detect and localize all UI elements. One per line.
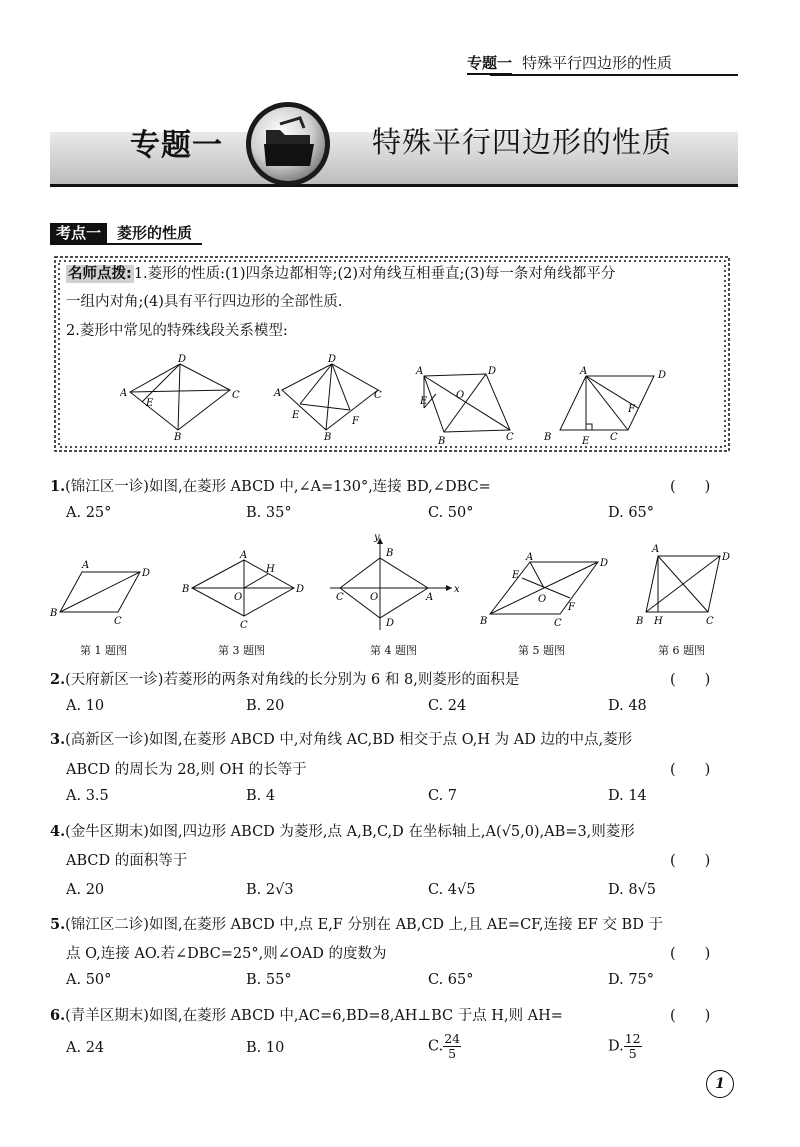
q4-option-b: B. 2√3 bbox=[246, 882, 294, 898]
svg-text:C: C bbox=[336, 592, 344, 603]
svg-text:B: B bbox=[324, 432, 332, 443]
question-4-line-2: ABCD 的面积等于 bbox=[66, 853, 188, 869]
svg-text:O: O bbox=[234, 592, 243, 603]
svg-text:O: O bbox=[456, 390, 465, 401]
question-3: 3.(高新区一诊)如图,在菱形 ABCD 中,对角线 AC,BD 相交于点 O,H 为 AD 边的中点,菱形 bbox=[50, 731, 633, 748]
page-number: 1 bbox=[706, 1070, 734, 1098]
tip-line-3: 2.菱形中常见的特殊线段关系模型: bbox=[66, 323, 288, 339]
svg-text:E: E bbox=[582, 436, 590, 447]
answer-blank-1: ( ) bbox=[670, 479, 711, 495]
q4-option-a: A. 20 bbox=[66, 882, 105, 898]
q1-option-d: D. 65° bbox=[608, 505, 655, 521]
q6-option-a: A. 24 bbox=[66, 1040, 105, 1056]
svg-text:C: C bbox=[232, 390, 240, 401]
svg-text:C: C bbox=[610, 432, 618, 443]
svg-text:A: A bbox=[526, 552, 534, 563]
svg-text:D: D bbox=[386, 618, 395, 629]
running-header-rule bbox=[490, 74, 738, 76]
q6-option-b: B. 10 bbox=[246, 1040, 285, 1056]
q6-option-d: D. $\frac{12}{5}$ bbox=[608, 1031, 641, 1061]
svg-text:B: B bbox=[480, 616, 488, 627]
q2-option-b: B. 20 bbox=[246, 698, 285, 714]
q5-option-a: A. 50° bbox=[66, 972, 112, 988]
svg-text:B: B bbox=[636, 616, 644, 627]
q5-option-d: D. 75° bbox=[608, 972, 655, 988]
svg-text:D: D bbox=[328, 354, 337, 365]
svg-text:C: C bbox=[506, 432, 514, 443]
svg-text:x: x bbox=[454, 584, 460, 595]
caption-figure-4: 第 4 题图 bbox=[370, 644, 417, 657]
fraction-12-5: $\frac{12}{5}$ bbox=[624, 1031, 641, 1061]
question-figures-row bbox=[48, 530, 748, 635]
svg-text:A: A bbox=[82, 560, 90, 571]
section-underline bbox=[50, 243, 202, 245]
question-5: 5.(锦江区二诊)如图,在菱形 ABCD 中,点 E,F 分别在 AB,CD 上,且 AE=CF,连接 EF 交 BD 于 bbox=[50, 916, 663, 933]
q3-option-b: B. 4 bbox=[246, 788, 276, 804]
svg-text:B: B bbox=[182, 584, 190, 595]
banner-title: 特殊平行四边形的性质 bbox=[372, 125, 673, 159]
question-2: 2.(天府新区一诊)若菱形的两条对角线的长分别为 6 和 8,则菱形的面积是 bbox=[50, 671, 520, 688]
section-title: 菱形的性质 bbox=[117, 224, 193, 242]
svg-text:D: D bbox=[178, 354, 187, 365]
question-6: 6.(青羊区期末)如图,在菱形 ABCD 中,AC=6,BD=8,AH⊥BC 于点 H,则 AH= bbox=[50, 1007, 563, 1024]
q2-option-a: A. 10 bbox=[66, 698, 105, 714]
answer-blank-2: ( ) bbox=[670, 672, 711, 688]
svg-text:A: A bbox=[652, 544, 660, 555]
q1-option-b: B. 35° bbox=[246, 505, 292, 521]
svg-text:E: E bbox=[146, 398, 154, 409]
svg-text:A: A bbox=[274, 388, 282, 399]
fraction-24-5: $\frac{24}{5}$ bbox=[444, 1031, 461, 1061]
running-header bbox=[40, 0, 740, 80]
caption-figure-5: 第 5 题图 bbox=[518, 644, 565, 657]
tip-line-2: 一组内对角;(4)具有平行四边形的全部性质. bbox=[66, 294, 343, 310]
chapter-banner bbox=[50, 100, 738, 190]
svg-text:B: B bbox=[544, 432, 552, 443]
caption-figure-1: 第 1 题图 bbox=[80, 644, 127, 657]
banner-chapter-label: 专题一 bbox=[130, 128, 223, 163]
running-header-tag: 专题一 bbox=[467, 54, 512, 75]
svg-text:D: D bbox=[296, 584, 305, 595]
svg-text:H: H bbox=[654, 616, 663, 627]
q4-option-c: C. 4√5 bbox=[428, 882, 476, 898]
question-4: 4.(金牛区期末)如图,四边形 ABCD 为菱形,点 A,B,C,D 在坐标轴上,A(√5,0),AB=3,则菱形 bbox=[50, 823, 635, 840]
svg-text:B: B bbox=[50, 608, 58, 619]
svg-text:y: y bbox=[374, 532, 380, 543]
svg-text:E: E bbox=[420, 396, 428, 407]
caption-figure-6: 第 6 题图 bbox=[658, 644, 705, 657]
svg-text:H: H bbox=[266, 564, 275, 575]
q3-option-a: A. 3.5 bbox=[66, 788, 109, 804]
svg-text:F: F bbox=[628, 404, 635, 415]
q3-option-d: D. 14 bbox=[608, 788, 647, 804]
answer-blank-5: ( ) bbox=[670, 946, 711, 962]
answer-blank-4: ( ) bbox=[670, 853, 711, 869]
question-3-line-2: ABCD 的周长为 28,则 OH 的长等于 bbox=[66, 762, 307, 778]
section-heading bbox=[50, 222, 192, 243]
svg-text:C: C bbox=[240, 620, 248, 631]
q1-option-c: C. 50° bbox=[428, 505, 474, 521]
banner-underline bbox=[50, 184, 738, 187]
svg-text:C: C bbox=[114, 616, 122, 627]
rhombus-models-figure bbox=[120, 352, 680, 447]
q2-option-c: C. 24 bbox=[428, 698, 467, 714]
svg-text:D: D bbox=[488, 366, 497, 377]
q1-option-a: A. 25° bbox=[66, 505, 112, 521]
folder-emblem-icon bbox=[240, 100, 336, 188]
svg-text:D: D bbox=[600, 558, 609, 569]
svg-text:O: O bbox=[538, 594, 547, 605]
svg-text:E: E bbox=[512, 570, 520, 581]
q2-option-d: D. 48 bbox=[608, 698, 647, 714]
svg-text:B: B bbox=[386, 548, 394, 559]
svg-text:D: D bbox=[722, 552, 731, 563]
svg-text:B: B bbox=[438, 436, 446, 447]
question-5-line-2: 点 O,连接 AO.若∠DBC=25°,则∠OAD 的度数为 bbox=[66, 946, 387, 962]
q5-option-c: C. 65° bbox=[428, 972, 474, 988]
question-1: 1.(锦江区一诊)如图,在菱形 ABCD 中,∠A=130°,连接 BD,∠DBC= bbox=[50, 478, 491, 495]
q4-option-d: D. 8√5 bbox=[608, 882, 657, 898]
caption-figure-3: 第 3 题图 bbox=[218, 644, 265, 657]
q5-option-b: B. 55° bbox=[246, 972, 292, 988]
tip-tag: 名师点拨: bbox=[68, 266, 132, 282]
section-tag: 考点一 bbox=[50, 223, 107, 243]
svg-text:D: D bbox=[142, 568, 151, 579]
answer-blank-3: ( ) bbox=[670, 762, 711, 778]
tip-line-1: 名师点拨: 1.菱形的性质:(1)四条边都相等;(2)对角线互相垂直;(3)每一条对角线都平分 bbox=[68, 266, 616, 282]
q3-option-c: C. 7 bbox=[428, 788, 458, 804]
svg-text:F: F bbox=[352, 416, 359, 427]
svg-text:A: A bbox=[426, 592, 434, 603]
svg-text:C: C bbox=[374, 390, 382, 401]
svg-text:C: C bbox=[706, 616, 714, 627]
svg-text:A: A bbox=[240, 550, 248, 561]
svg-text:E: E bbox=[292, 410, 300, 421]
svg-text:D: D bbox=[658, 370, 667, 381]
answer-blank-6: ( ) bbox=[670, 1008, 711, 1024]
q6-option-c: C. $\frac{24}{5}$ bbox=[428, 1031, 461, 1061]
svg-text:C: C bbox=[554, 618, 562, 629]
svg-text:B: B bbox=[174, 432, 182, 443]
svg-text:A: A bbox=[416, 366, 424, 377]
svg-text:O: O bbox=[370, 592, 379, 603]
svg-text:A: A bbox=[580, 366, 588, 377]
svg-text:A: A bbox=[120, 388, 128, 399]
running-header-title: 特殊平行四边形的性质 bbox=[521, 54, 672, 72]
svg-text:F: F bbox=[568, 602, 575, 613]
